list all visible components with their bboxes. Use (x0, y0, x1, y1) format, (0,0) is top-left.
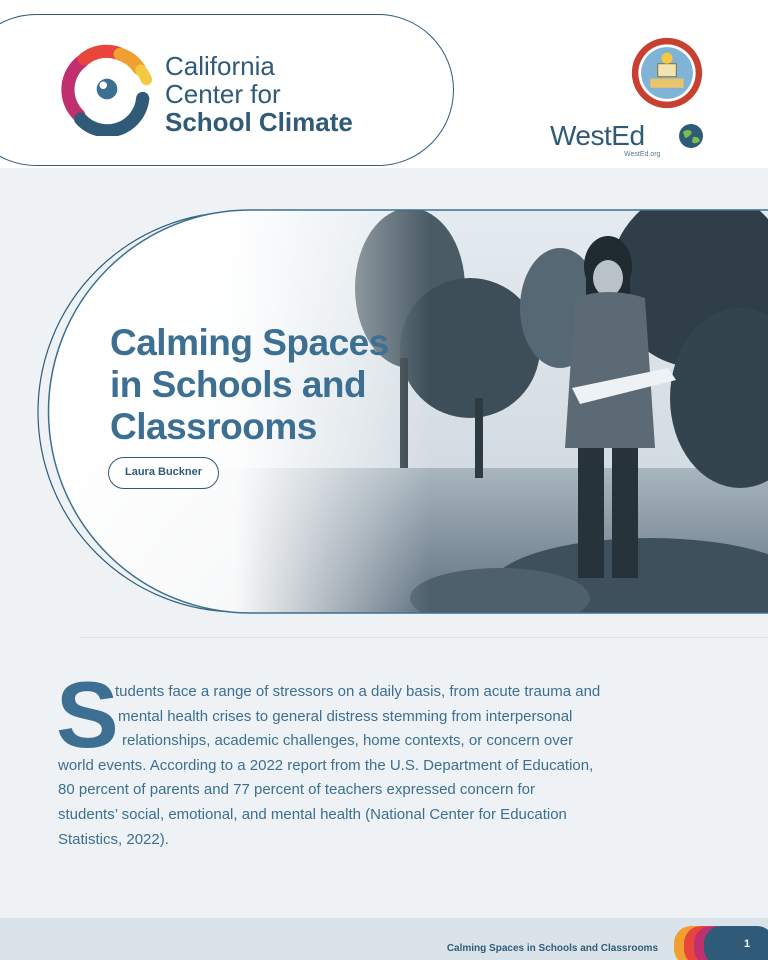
wested-wordmark: WestEd (550, 120, 645, 151)
intro-line: tudents face a range of stressors on a daily basis, from acute trauma and (115, 683, 601, 700)
org-name-line1: California (165, 51, 275, 81)
intro-line: relationships, academic challenges, home contexts, or concern over (122, 732, 574, 750)
document-title (110, 322, 389, 448)
wested-logo (550, 120, 720, 164)
org-name-line2: Center for (165, 79, 281, 109)
intro-paragraph (58, 680, 738, 852)
intro-line: students’ social, emotional, and mental health (National Center for Education (58, 805, 567, 823)
california-education-seal-icon (630, 36, 704, 110)
intro-line: 80 percent of parents and 77 percent of teachers expressed concern for (58, 781, 535, 799)
page-number: 1 (744, 938, 751, 950)
wested-url: WestEd.org (624, 151, 661, 158)
page-number-tab-icon (674, 926, 768, 960)
org-name-line3: School Climate (165, 107, 353, 137)
intro-line: mental health crises to general distress stemming from interpersonal (118, 707, 573, 725)
author-badge: Laura Buckner (108, 457, 219, 489)
running-title: Calming Spaces in Schools and Classrooms (446, 943, 658, 954)
intro-line: world events. According to a 2022 report from the U.S. Department of Education, (58, 756, 594, 774)
intro-line: Statistics, 2022). (58, 830, 169, 848)
page-footer (0, 918, 768, 960)
title-line2: in Schools and (110, 364, 367, 405)
organization-name (165, 52, 353, 136)
title-line1: Calming Spaces (110, 322, 389, 363)
dropcap-letter: S (56, 662, 119, 767)
globe-icon (678, 123, 704, 149)
title-line3: Classrooms (110, 406, 317, 447)
ccsc-logo-icon (60, 42, 154, 136)
